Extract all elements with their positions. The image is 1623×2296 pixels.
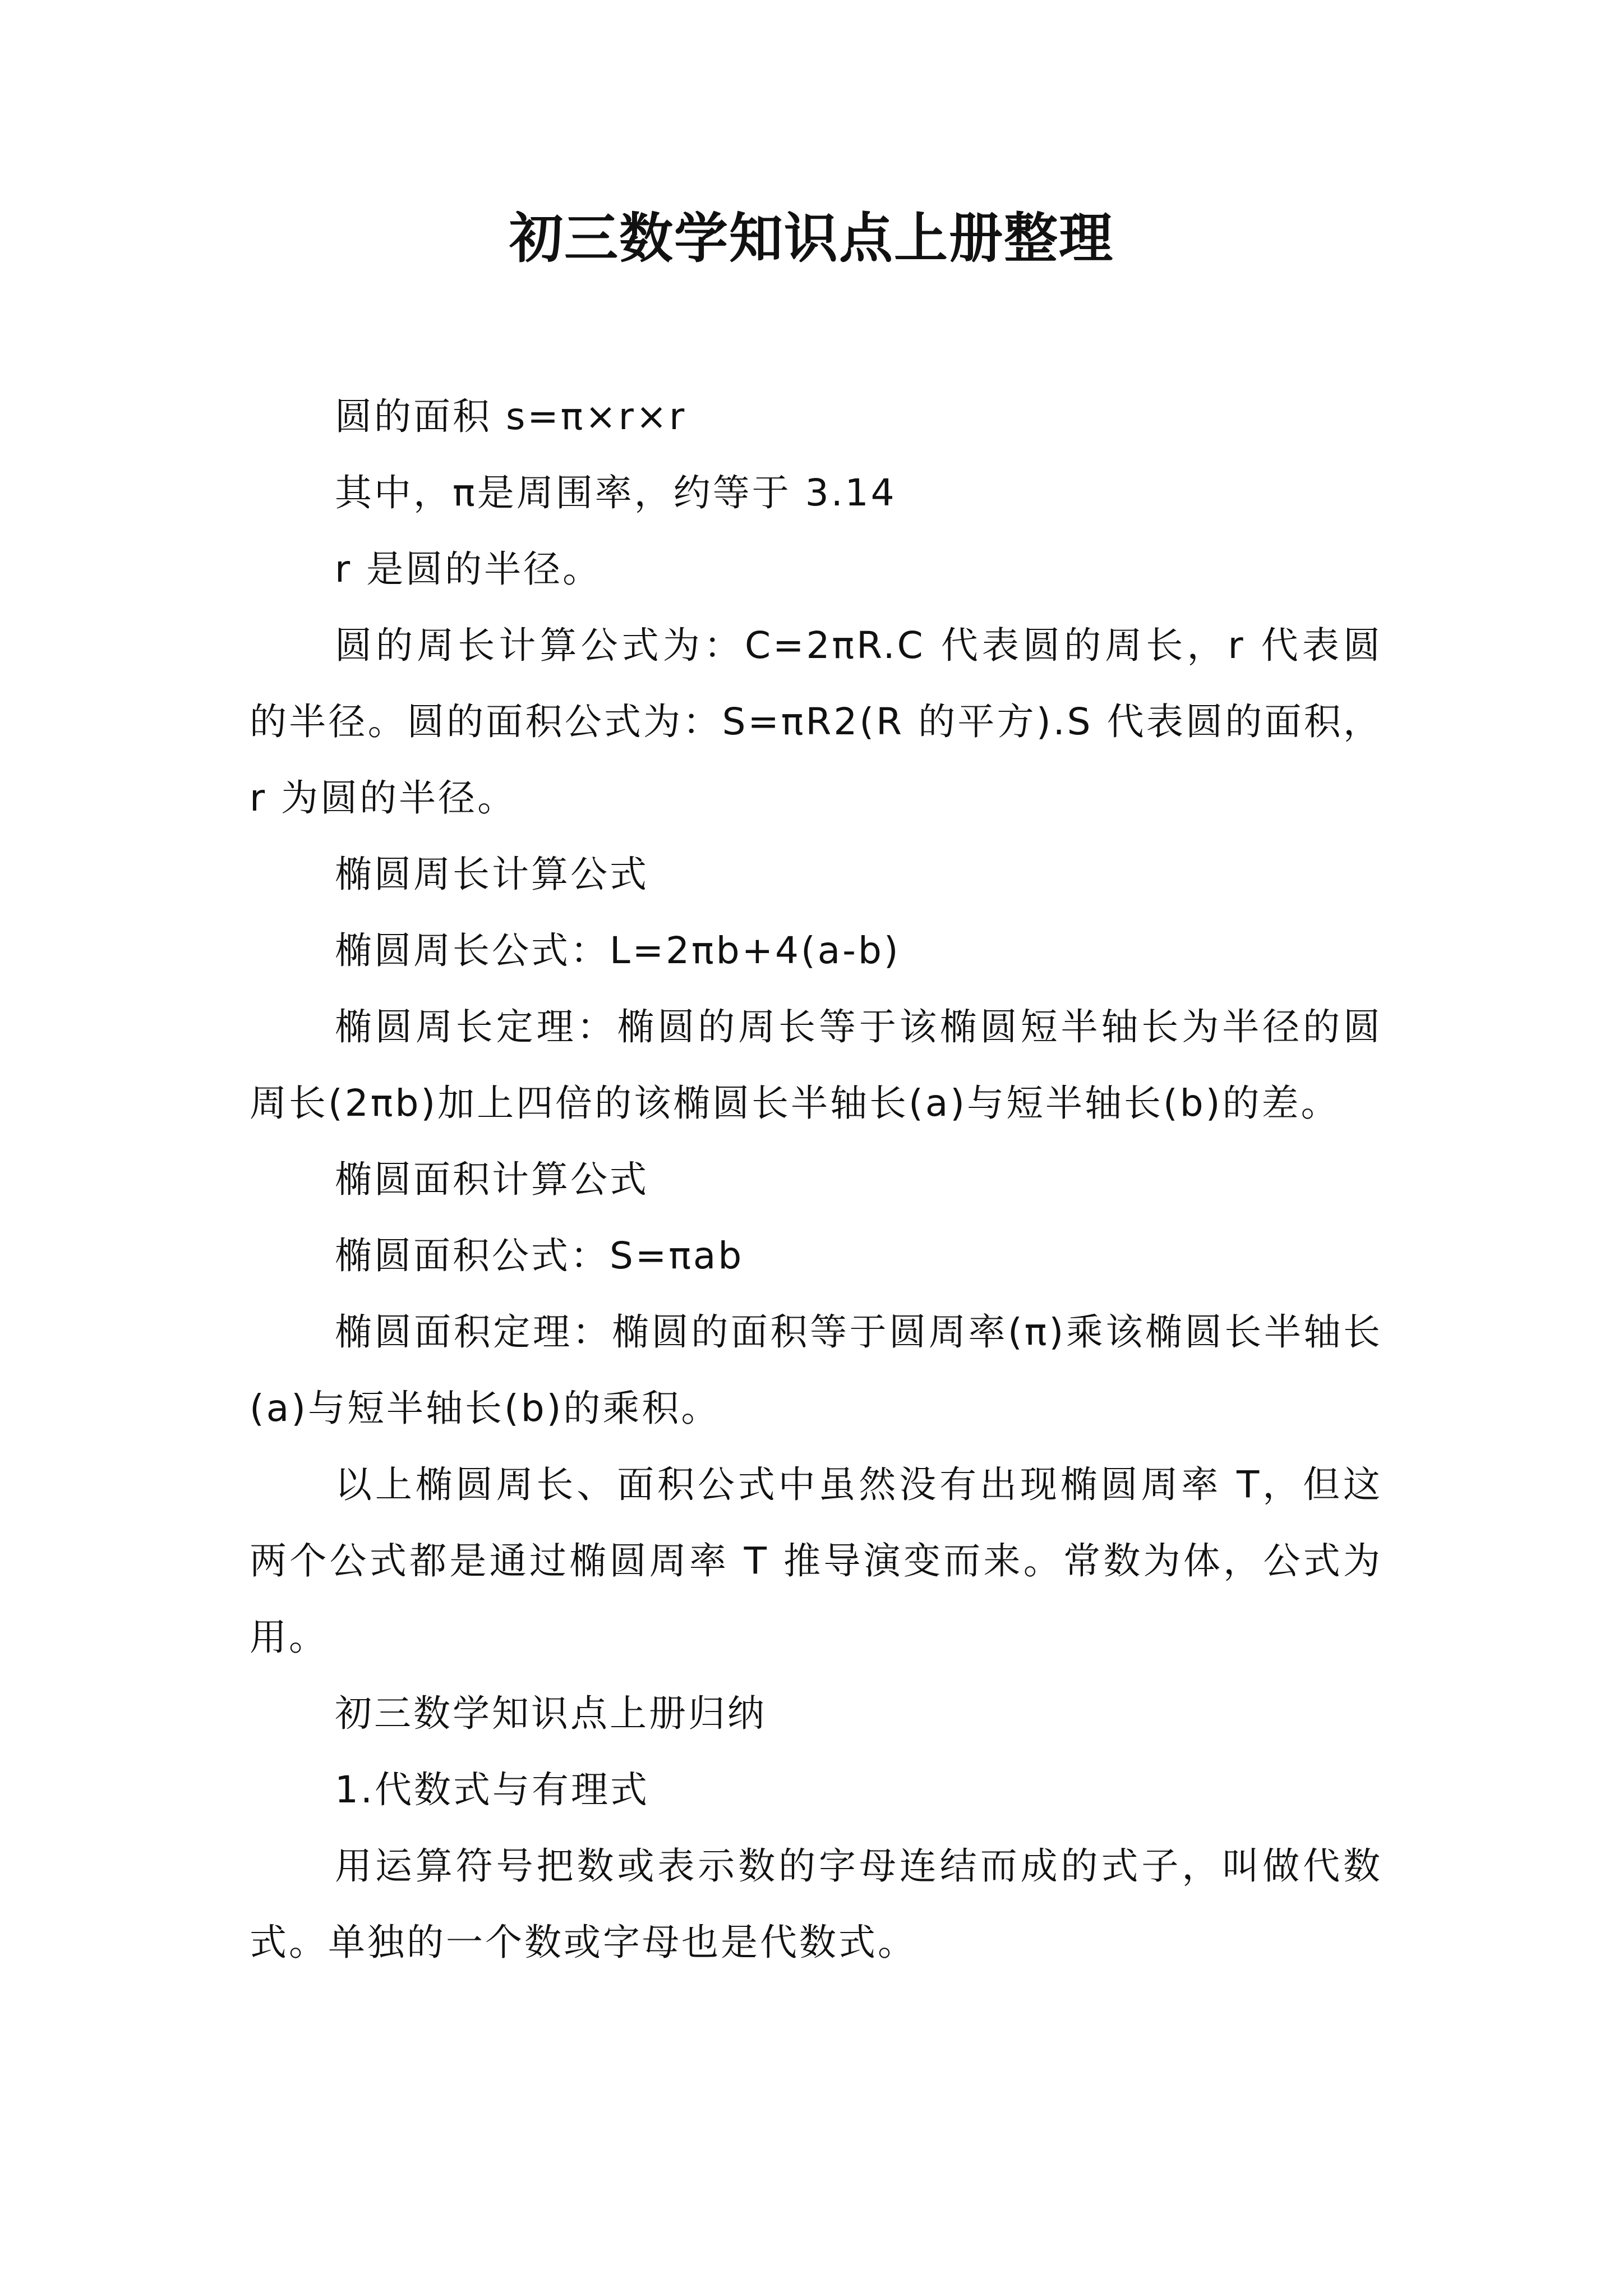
paragraph-circle-area: 圆的面积 s=π×r×r [335,395,687,438]
paragraph-pi-value: 其中，π是周围率，约等于 3.14 [335,471,897,514]
paragraph-algebraic-definition: 用运算符号把数或表示数的字母连结而成的式子，叫做代数式。单独的一个数或字母也是代数式。 [250,1844,1382,1964]
paragraph-circle-formulas: 圆的周长计算公式为：C=2πR.C 代表圆的周长，r 代表圆的半径。圆的面积公式为：S=πR2(R 的平方).S 代表圆的面积，r 为圆的半径。 [250,624,1382,820]
paragraph-radius: r 是圆的半径。 [335,547,602,591]
paragraph-ellipse-constant-note: 以上椭圆周长、面积公式中虽然没有出现椭圆周率 T，但这两个公式都是通过椭圆周率 T 推导演变而来。常数为体，公式为用。 [250,1463,1382,1659]
paragraph-ellipse-perimeter-formula: 椭圆周长公式：L=2πb+4(a-b) [335,929,901,972]
paragraph-section-heading: 初三数学知识点上册归纳 [335,1692,767,1735]
paragraph-algebraic-heading: 1.代数式与有理式 [335,1768,649,1811]
paragraph-ellipse-area-theorem: 椭圆面积定理：椭圆的面积等于圆周率(π)乘该椭圆长半轴长(a)与短半轴长(b)的乘积。 [250,1310,1382,1430]
paragraph-ellipse-area-formula: 椭圆面积公式：S=πab [335,1234,744,1277]
paragraph-ellipse-perimeter-theorem: 椭圆周长定理：椭圆的周长等于该椭圆短半轴长为半径的圆周长(2πb)加上四倍的该椭圆长半轴长(a)与短半轴长(b)的差。 [250,1005,1382,1125]
document-title: 初三数学知识点上册整理 [509,206,1114,270]
paragraph-ellipse-perimeter-heading: 椭圆周长计算公式 [335,853,649,896]
paragraph-ellipse-area-heading: 椭圆面积计算公式 [335,1158,649,1201]
document-body [250,379,1382,1981]
